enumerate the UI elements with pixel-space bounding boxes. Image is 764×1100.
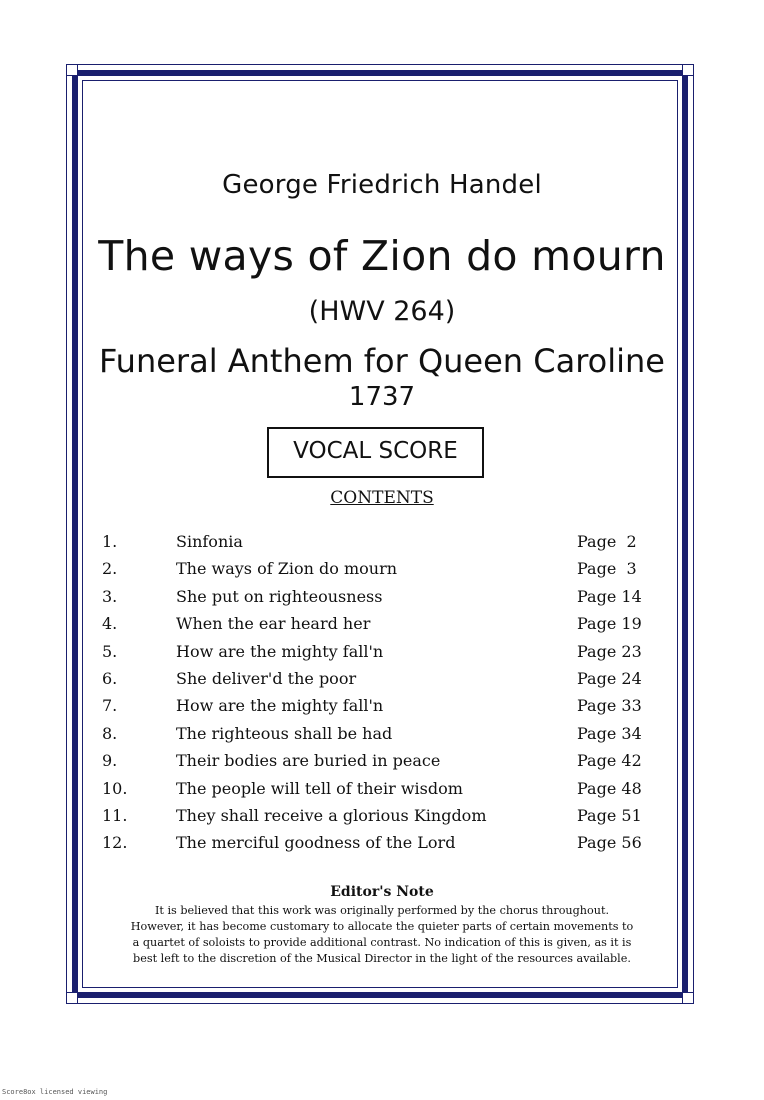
contents-title: When the ear heard her	[176, 614, 371, 634]
editor-note-line: a quartet of soloists to provide additional contrast. No indication of this is given, as it is	[132, 936, 632, 949]
contents-row	[102, 532, 662, 559]
editor-note-heading: Editor's Note	[330, 884, 434, 900]
contents-number: 6.	[102, 668, 118, 688]
editor-note-line: best left to the discretion of the Musical Director in the light of the resources available.	[133, 952, 631, 965]
contents-page: Page 51	[577, 805, 642, 825]
contents-row	[102, 806, 662, 833]
contents-title: The ways of Zion do mourn	[176, 559, 398, 579]
contents-title: They shall receive a glorious Kingdom	[176, 805, 487, 825]
contents-row	[102, 587, 662, 614]
contents-row	[102, 669, 662, 696]
border-corner-bottom-right	[682, 992, 694, 1004]
contents-page: Page 34	[577, 723, 642, 743]
contents-row	[102, 833, 662, 860]
catalog-number: (HWV 264)	[308, 296, 456, 327]
contents-row	[102, 614, 662, 641]
contents-title: How are the mighty fall'n	[176, 641, 384, 661]
contents-page: Page 2	[577, 532, 637, 551]
contents-title: Their bodies are buried in peace	[176, 751, 441, 771]
contents-number: 3.	[102, 586, 118, 606]
contents-page: Page 24	[577, 668, 642, 688]
editor-note-line: However, it has become customary to allocate the quieter parts of certain movements to	[130, 920, 634, 933]
contents-page: Page 33	[577, 696, 642, 716]
composer-name: George Friedrich Handel	[222, 170, 542, 200]
border-corner-top-right	[682, 64, 694, 76]
work-title: The ways of Zion do mourn	[98, 232, 666, 280]
contents-number: 1.	[102, 532, 118, 551]
contents-number: 7.	[102, 696, 118, 716]
contents-row	[102, 724, 662, 751]
contents-page: Page 56	[577, 833, 642, 853]
contents-page: Page 23	[577, 641, 642, 661]
contents-row	[102, 559, 662, 586]
work-year: 1737	[348, 382, 416, 412]
border-corner-top-left	[66, 64, 78, 76]
contents-number: 8.	[102, 723, 118, 743]
contents-row	[102, 696, 662, 723]
editor-note-body	[102, 903, 662, 967]
contents-number: 11.	[102, 805, 128, 825]
contents-row	[102, 779, 662, 806]
contents-title: How are the mighty fall'n	[176, 696, 384, 716]
contents-number: 2.	[102, 559, 118, 579]
contents-row	[102, 751, 662, 778]
contents-page: Page 48	[577, 778, 642, 798]
contents-title: She put on righteousness	[176, 586, 383, 606]
contents-heading: CONTENTS	[330, 488, 434, 508]
score-type-box	[267, 427, 484, 478]
contents-title: Sinfonia	[176, 532, 243, 551]
contents-title: The merciful goodness of the Lord	[176, 833, 456, 853]
footer-watermark: Score8ox licensed viewing	[2, 1088, 108, 1096]
contents-row	[102, 642, 662, 669]
contents-number: 12.	[102, 833, 128, 853]
contents-number: 10.	[102, 778, 128, 798]
score-type-label: VOCAL SCORE	[293, 438, 458, 464]
contents-number: 4.	[102, 614, 118, 634]
work-subtitle: Funeral Anthem for Queen Caroline	[99, 342, 665, 380]
border-corner-bottom-left	[66, 992, 78, 1004]
contents-title: She deliver'd the poor	[176, 668, 357, 688]
contents-list	[102, 532, 662, 861]
contents-page: Page 19	[577, 614, 642, 634]
contents-title: The righteous shall be had	[176, 723, 393, 743]
contents-page: Page 3	[577, 559, 637, 579]
contents-number: 9.	[102, 751, 118, 771]
contents-page: Page 42	[577, 751, 642, 771]
contents-title: The people will tell of their wisdom	[176, 778, 463, 798]
editor-note-line: It is believed that this work was originally performed by the chorus throughout.	[154, 904, 610, 917]
contents-page: Page 14	[577, 586, 642, 606]
contents-number: 5.	[102, 641, 118, 661]
